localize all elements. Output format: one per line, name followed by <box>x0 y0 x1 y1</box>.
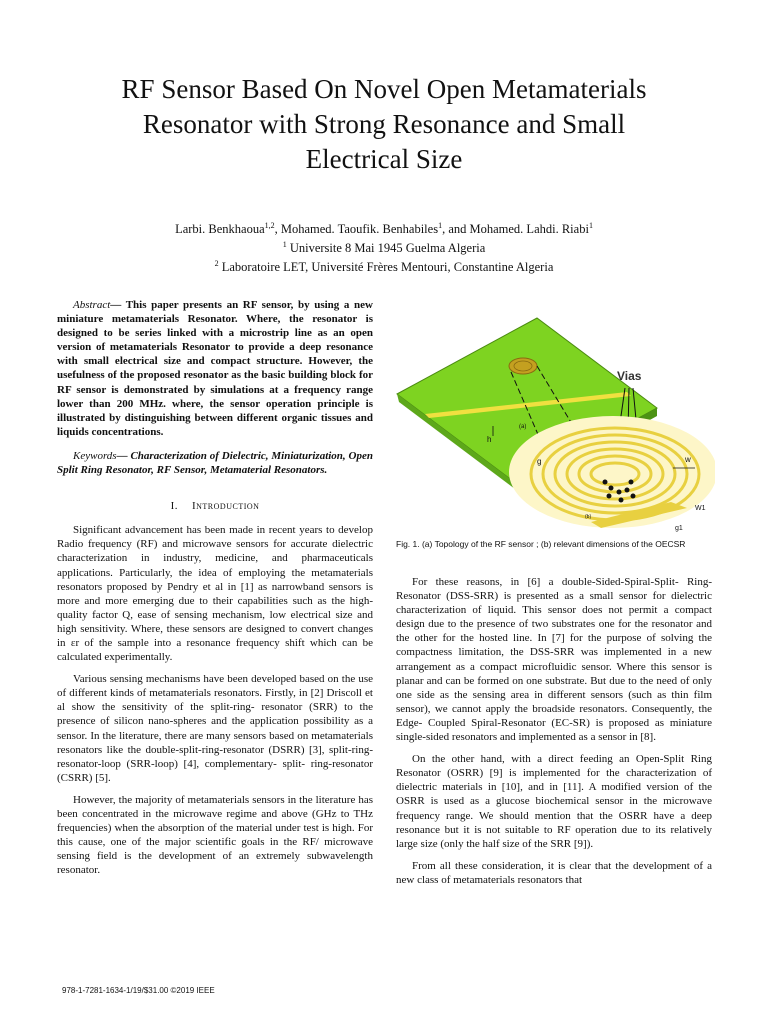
section-title: Introduction <box>191 500 260 513</box>
left-column <box>57 298 373 885</box>
via-dot <box>603 480 608 485</box>
sensor-topology-diagram <box>395 296 715 534</box>
title-line-1: RF Sensor Based On Novel Open Metamaterials <box>121 74 647 104</box>
via-dot <box>619 498 624 503</box>
section-number: I. <box>170 500 178 513</box>
affiliation-2-sup: 2 <box>214 258 219 268</box>
via-dot <box>607 494 612 499</box>
affiliation-2-text: Laboratoire LET, Université Frères Mentouri, Constantine Algeria <box>218 260 554 274</box>
author-3-sup: 1 <box>588 220 593 230</box>
author-1-sup: 1,2 <box>264 220 275 230</box>
via-dot <box>625 488 630 493</box>
spiral-background <box>509 416 715 528</box>
keywords-text: — Characterization of Dielectric, Miniaturization, Open Split Ring Resonator, RF Sensor, Metamaterial Resonators. <box>57 449 373 477</box>
affiliation-1 <box>60 239 708 258</box>
figure-1 <box>395 296 715 534</box>
author-line <box>60 220 708 239</box>
author-block <box>60 220 708 277</box>
abstract-label: Abstract <box>73 299 111 311</box>
affiliation-1-sup: 1 <box>282 239 287 249</box>
intro-paragraph-2: Various sensing mechanisms have been developed based on the use of different kinds of metamaterials resonators. Firstly, in [2] Driscoll et al show the sensitivity of the split-ring- resonator (SRR) to the presence of silicon nano-spheres and the application possibility as a sensor. In the literature, there are many sensors based on metamaterials resonators like the double-split-ring-resonator (DSRR) [3], split-ring-resonator-loop (SRR-loop) [4], complementary- split- ring-resonator (CSRR) [5]. <box>57 673 373 784</box>
label-w: w <box>685 455 691 464</box>
figure-caption: Fig. 1. (a) Topology of the RF sensor ; (b) relevant dimensions of the OECSR <box>396 539 686 549</box>
affiliation-1-text: Universite 8 Mai 1945 Guelma Algeria <box>286 241 486 255</box>
paper-title <box>60 72 708 177</box>
vias-label: Vias <box>617 369 642 383</box>
via-dot <box>631 494 636 499</box>
author-1: Larbi. Benkhaoua <box>175 222 265 236</box>
section-heading-introduction <box>57 499 373 513</box>
via-dot <box>617 490 622 495</box>
intro-paragraph-3: However, the majority of metamaterials sensors in the literature has been concentrated in the microwave regime and above (GHz to THz frequencies) when the absorption of the material under test is high. For this cause, one of the major scientific goals in the RF/ microwave sensing field is the development of an extremely subwavelength resonator. <box>57 793 373 877</box>
affiliation-2 <box>60 258 708 277</box>
keywords-label: Keywords <box>73 449 117 462</box>
label-w1: W1 <box>695 505 706 512</box>
abstract <box>57 298 373 439</box>
label-a: (a) <box>519 424 527 430</box>
title-line-2: Resonator with Strong Resonance and Small <box>142 109 626 139</box>
label-h: h <box>487 435 492 444</box>
title-line-3: Electrical Size <box>305 144 463 174</box>
author-3: , and Mohamed. Lahdi. Riabi <box>442 222 589 236</box>
author-2-sup: 1 <box>438 220 443 230</box>
resonator-small <box>509 358 537 374</box>
keywords <box>57 449 373 477</box>
label-b: (b) <box>585 514 592 520</box>
right-paragraph-2: On the other hand, with a direct feeding an Open-Split Ring Resonator (OSRR) [9] is implemented for the characterization of dielectric materials in [10], and in [11]. A modified version of the OSRR is used as a glucose biochemical sensor in the microwave frequency range. We should mention that the OSRR have a deep resonance but it is not suitable to RF operation due to its relatively large size (only the half size of the SRR [9]). <box>396 753 712 850</box>
label-g1: g1 <box>675 525 683 532</box>
copyright-footer: 978-1-7281-1634-1/19/$31.00 ©2019 IEEE <box>62 986 215 995</box>
via-dot <box>629 480 634 485</box>
label-g: g <box>537 457 542 466</box>
abstract-text: — This paper presents an RF sensor, by using a new miniature metamaterials Resonator. Where, the resonator is designed to be series linked with a microstrip line as an open version of metamaterials Resonator to provide a deep resonance with small electrical size and compact structure. However, the usefulness of the proposed resonator as the basic building block for RF sensor is demonstrated by simulations at a frequency range lower than 200 MHz. where, the sensor operation principle is illustrated by distinguishing between different organic tissues and liquids concentrations. <box>57 299 373 438</box>
right-column <box>396 575 712 895</box>
via-dot <box>609 486 614 491</box>
author-2: , Mohamed. Taoufik. Benhabiles <box>274 222 439 236</box>
right-paragraph-3: From all these consideration, it is clear that the development of a new class of metamaterials resonators that <box>396 859 712 886</box>
right-paragraph-1: For these reasons, in [6] a double-Sided-Spiral-Split- Ring-Resonator (DSS-SRR) is presented as a small sensor for dielectric characterization of liquid. This sensor does not permit a compact design due to the presence of two substrates one for the resonator and the other for the hosted line. In [7] for the purpose of solving the compactness limitation, the DSS-SRR was implemented in a new arrangement as a compact microfluidic sensor. Where this sensor is planar and can be formed on one substrate. But due to the need of only one side as the sensing area in different sensors (such as thin film sensor), we cannot apply the broadside resonators. Consequently, the Edge- Coupled Spiral-Resonator (EC-SR) is proposed as miniature single-sided resonators and implemented as a sensor in [8]. <box>396 576 712 744</box>
intro-paragraph-1: Significant advancement has been made in recent years to develop Radio frequency (RF) and microwave sensors for accurate dielectric characterization in industry, medicine, and pharmaceuticals applications. Particularly, the idea of employing the metamaterials resonators proposed by Pendry et al in [1] as narrowband sensors is more and more emerging due to their capabilities such as the high-quality factor Q, ease of sensing mechanism, low electrical size and high sensitivity. Where, these sensors are designed to convert changes in εr of the sample into a resonance frequency shift which can be calculated experimentally. <box>57 524 373 664</box>
